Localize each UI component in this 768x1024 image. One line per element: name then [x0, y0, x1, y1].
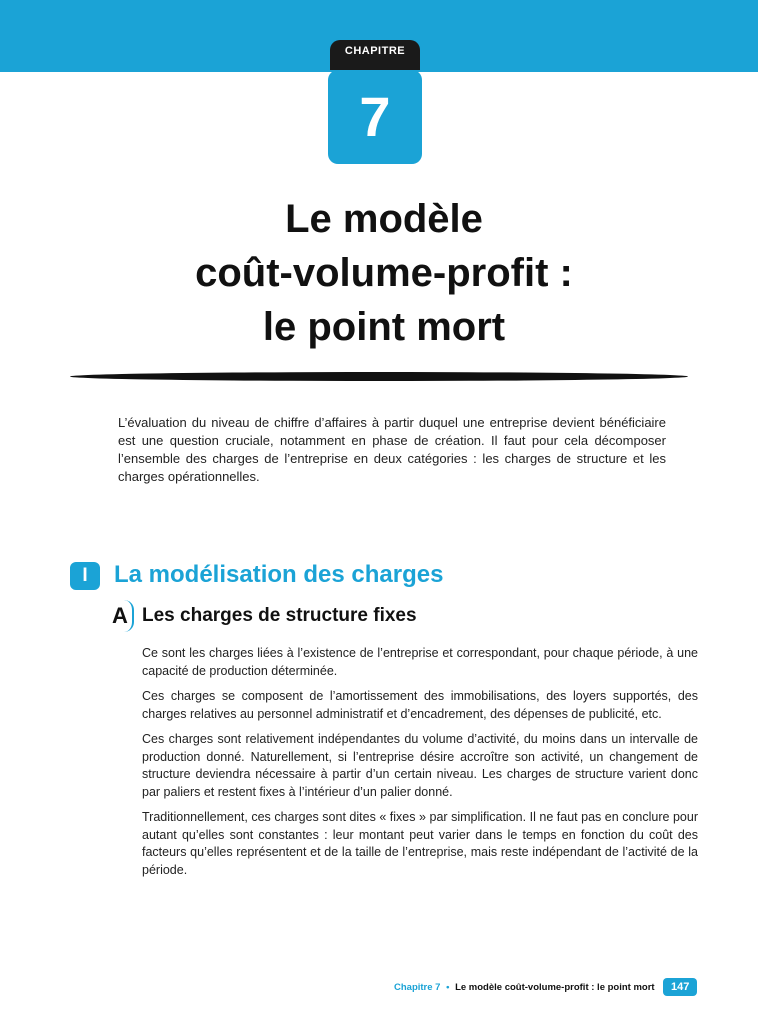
paragraph: Ces charges sont relativement indépendantes du volume d’activité, du moins dans un intervalle de production donné. Naturellement, si l’entreprise désire accroître son activité, un changement de structure deviendra nécessaire à partir d’un certain niveau. Les charges de structure varient donc par paliers et restent fixes à l’intérieur d’un palier donné.	[142, 732, 698, 799]
chapter-title-line-2: coût-volume-profit :	[195, 251, 573, 295]
title-divider	[70, 372, 688, 381]
subsection-heading	[112, 600, 612, 632]
page-number: 147	[663, 978, 697, 996]
subsection-title: Les charges de structure fixes	[142, 605, 417, 626]
page-footer	[394, 978, 704, 998]
intro-paragraph: L’évaluation du niveau de chiffre d’affaires à partir duquel une entreprise devient bénéficiaire est une question cruciale, notamment en phase de création. Il faut pour cela décomposer l’ensemble des charges de l’entreprise en deux catégories : les charges de structure et les charges opérationnelles.	[118, 415, 666, 484]
paragraph: Ces charges se composent de l’amortissement des immobilisations, des loyers supportés, des charges relatives au personnel administratif et d’encadrement, des dépenses de publicité, etc.	[142, 689, 698, 721]
section-title: La modélisation des charges	[114, 561, 444, 588]
subsection-letter: A	[112, 600, 134, 632]
chapter-title	[100, 192, 668, 354]
chapter-title-line-3: le point mort	[262, 305, 506, 349]
chapter-label: CHAPITRE	[330, 40, 420, 70]
footer-chapter: Chapitre 7	[394, 982, 441, 993]
section-number-badge: I	[70, 562, 100, 590]
chapter-number: 7	[328, 70, 422, 164]
section-heading	[70, 558, 670, 592]
paragraph: Traditionnellement, ces charges sont dites « fixes » par simplification. Il ne faut pas en conclure pour autant qu’elles sont constantes : leur montant peut varier dans le temps en fonction du coût des facteurs qu’elles représentent et de la taille de l’entreprise, mais reste indépendant de l’activité de la période.	[142, 810, 698, 877]
chapter-title-line-1: Le modèle	[285, 197, 483, 241]
paragraph: Ce sont les charges liées à l’existence de l’entreprise et correspondant, pour chaque période, à une capacité de production déterminée.	[142, 646, 698, 678]
footer-bullet: •	[446, 982, 450, 993]
body-text	[142, 645, 698, 887]
footer-title: Le modèle coût-volume-profit : le point mort	[455, 982, 655, 993]
